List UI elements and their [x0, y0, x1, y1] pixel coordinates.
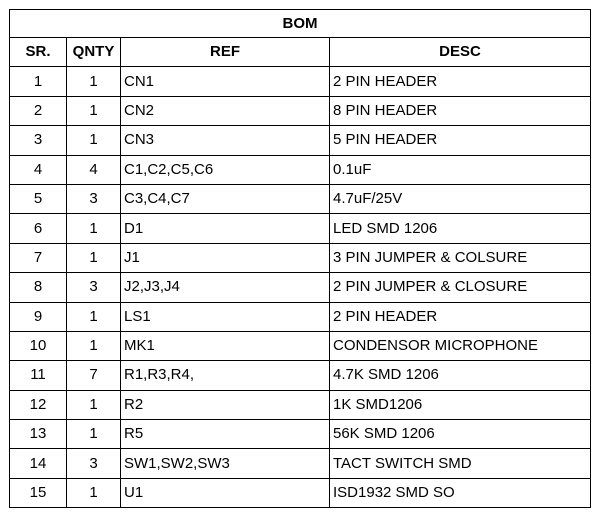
qnty-cell: 4	[67, 155, 121, 184]
table-row	[10, 126, 591, 155]
table-row	[10, 302, 591, 331]
sr-cell: 8	[10, 273, 67, 302]
header-desc: DESC	[330, 38, 591, 67]
header-sr: SR.	[10, 38, 67, 67]
table-row	[10, 449, 591, 478]
bom-table	[9, 9, 591, 508]
header-qnty: QNTY	[67, 38, 121, 67]
sr-cell: 7	[10, 243, 67, 272]
ref-cell: R1,R3,R4,	[121, 361, 330, 390]
desc-cell: 2 PIN HEADER	[330, 67, 591, 96]
desc-cell: 1K SMD1206	[330, 390, 591, 419]
qnty-cell: 1	[67, 126, 121, 155]
ref-cell: R5	[121, 420, 330, 449]
qnty-cell: 3	[67, 449, 121, 478]
sr-cell: 13	[10, 420, 67, 449]
table-row	[10, 155, 591, 184]
sr-cell: 1	[10, 67, 67, 96]
sr-cell: 10	[10, 331, 67, 360]
ref-cell: R2	[121, 390, 330, 419]
sr-cell: 4	[10, 155, 67, 184]
sr-cell: 2	[10, 96, 67, 125]
qnty-cell: 1	[67, 243, 121, 272]
ref-cell: U1	[121, 478, 330, 507]
desc-cell: 4.7K SMD 1206	[330, 361, 591, 390]
desc-cell: 3 PIN JUMPER & COLSURE	[330, 243, 591, 272]
ref-cell: C1,C2,C5,C6	[121, 155, 330, 184]
table-row	[10, 67, 591, 96]
desc-cell: 0.1uF	[330, 155, 591, 184]
qnty-cell: 1	[67, 478, 121, 507]
ref-cell: CN2	[121, 96, 330, 125]
table-row	[10, 390, 591, 419]
table-row	[10, 273, 591, 302]
ref-cell: CN3	[121, 126, 330, 155]
table-row	[10, 214, 591, 243]
desc-cell: 4.7uF/25V	[330, 184, 591, 213]
sr-cell: 6	[10, 214, 67, 243]
desc-cell: 8 PIN HEADER	[330, 96, 591, 125]
desc-cell: LED SMD 1206	[330, 214, 591, 243]
desc-cell: TACT SWITCH SMD	[330, 449, 591, 478]
table-row	[10, 331, 591, 360]
ref-cell: CN1	[121, 67, 330, 96]
desc-cell: CONDENSOR MICROPHONE	[330, 331, 591, 360]
header-ref: REF	[121, 38, 330, 67]
ref-cell: C3,C4,C7	[121, 184, 330, 213]
title-row	[10, 10, 591, 38]
table-row	[10, 96, 591, 125]
qnty-cell: 1	[67, 331, 121, 360]
ref-cell: J2,J3,J4	[121, 273, 330, 302]
table-title: BOM	[10, 10, 591, 38]
sr-cell: 9	[10, 302, 67, 331]
table-body	[10, 67, 591, 508]
table-row	[10, 478, 591, 507]
sr-cell: 3	[10, 126, 67, 155]
ref-cell: MK1	[121, 331, 330, 360]
qnty-cell: 1	[67, 390, 121, 419]
table-row	[10, 184, 591, 213]
table-row	[10, 420, 591, 449]
sr-cell: 5	[10, 184, 67, 213]
sr-cell: 15	[10, 478, 67, 507]
qnty-cell: 7	[67, 361, 121, 390]
table-row	[10, 243, 591, 272]
sr-cell: 12	[10, 390, 67, 419]
ref-cell: J1	[121, 243, 330, 272]
desc-cell: ISD1932 SMD SO	[330, 478, 591, 507]
table-row	[10, 361, 591, 390]
qnty-cell: 1	[67, 67, 121, 96]
qnty-cell: 1	[67, 420, 121, 449]
qnty-cell: 3	[67, 273, 121, 302]
desc-cell: 2 PIN JUMPER & CLOSURE	[330, 273, 591, 302]
desc-cell: 5 PIN HEADER	[330, 126, 591, 155]
qnty-cell: 1	[67, 214, 121, 243]
ref-cell: D1	[121, 214, 330, 243]
ref-cell: LS1	[121, 302, 330, 331]
desc-cell: 2 PIN HEADER	[330, 302, 591, 331]
qnty-cell: 1	[67, 302, 121, 331]
desc-cell: 56K SMD 1206	[330, 420, 591, 449]
sr-cell: 14	[10, 449, 67, 478]
qnty-cell: 3	[67, 184, 121, 213]
ref-cell: SW1,SW2,SW3	[121, 449, 330, 478]
sr-cell: 11	[10, 361, 67, 390]
qnty-cell: 1	[67, 96, 121, 125]
header-row	[10, 38, 591, 67]
